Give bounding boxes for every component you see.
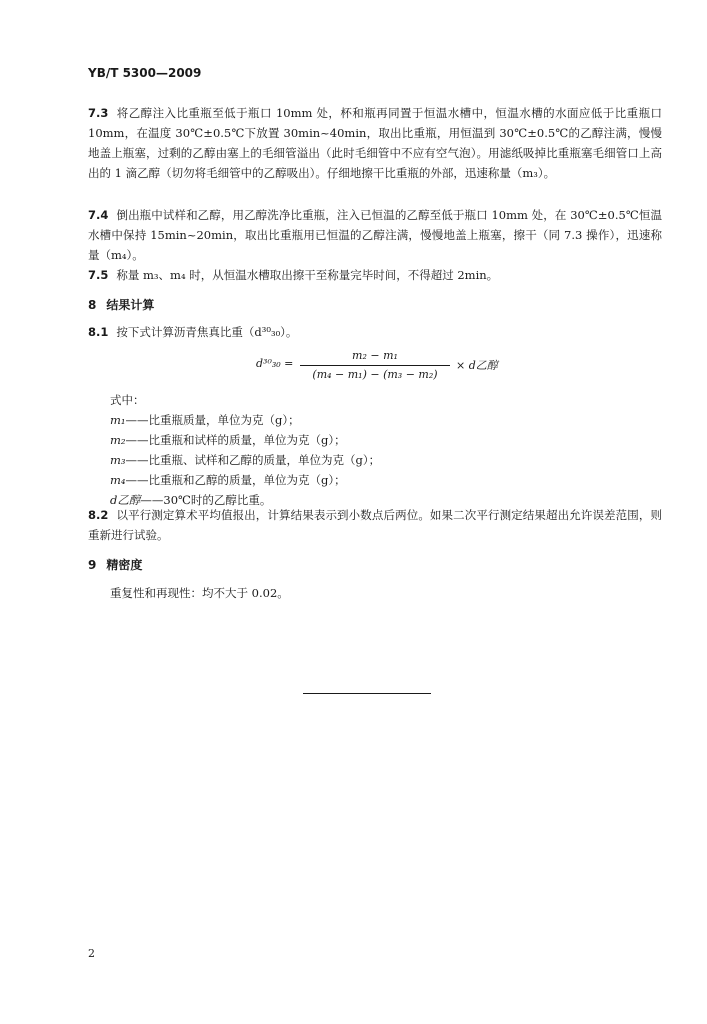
- definition-m3: [110, 450, 380, 470]
- formula-rhs: × d乙醇: [456, 359, 498, 372]
- end-separator-line: [303, 693, 431, 694]
- definition-symbol: m₂: [110, 433, 126, 447]
- clause-text: 按下式计算沥青焦真比重（d³⁰₃₀）。: [116, 325, 298, 339]
- section-title: 结果计算: [106, 298, 155, 312]
- formula-fraction: [300, 348, 450, 383]
- definition-symbol: m₄: [110, 473, 126, 487]
- clause-7-5: [88, 265, 662, 285]
- clause-number: 8.2: [88, 508, 109, 522]
- clause-text: 将乙醇注入比重瓶至低于瓶口 10mm 处，杯和瓶再同置于恒温水槽中，恒温水槽的水面应低于比重瓶口 10mm，在温度 30℃±0.5℃下放置 30min~40min，取出比重瓶，用恒温到 30℃±0.5℃的乙醇注满，慢慢地盖上瓶塞，过剩的乙醇由塞上的毛细管溢出（此时毛细管中不应有空气泡）。用滤纸吸掉比重瓶塞毛细管口上高出的 1 滴乙醇（切勿将毛细管中的乙醇吸出）。仔细地擦干比重瓶的外部，迅速称量（m₃）。: [88, 106, 662, 180]
- clause-7-4: [88, 205, 662, 265]
- definition-symbol: m₃: [110, 453, 126, 467]
- clause-number: 7.5: [88, 268, 109, 282]
- section-title: 精密度: [106, 558, 143, 572]
- definition-m4: [110, 470, 380, 490]
- clause-number: 8.1: [88, 325, 109, 339]
- definition-text: ——比重瓶和乙醇的质量，单位为克（g）；: [125, 473, 346, 487]
- clause-text: 倒出瓶中试样和乙醇，用乙醇洗净比重瓶，注入已恒温的乙醇至低于瓶口 10mm 处，在 30℃±0.5℃恒温水槽中保持 15min~20min，取出比重瓶用已恒温的乙醇注满，慢慢地盖上瓶塞，擦干（同 7.3 操作），迅速称量（m₄）。: [88, 208, 662, 262]
- section-8-heading: [88, 296, 154, 313]
- page-number: 2: [88, 947, 95, 960]
- section-number: 8: [88, 298, 97, 312]
- clause-8-2: [88, 505, 662, 545]
- clause-number: 7.4: [88, 208, 109, 222]
- clause-text: 以平行测定算术平均值报出，计算结果表示到小数点后两位。如果二次平行测定结果超出允许误差范围，则重新进行试验。: [88, 508, 662, 542]
- definition-m1: [110, 410, 380, 430]
- precision-text: 重复性和再现性：均不大于 0.02。: [110, 586, 289, 600]
- definition-text: ——比重瓶和试样的质量，单位为克（g）；: [125, 433, 346, 447]
- definition-m2: [110, 430, 380, 450]
- definition-text: ——比重瓶质量，单位为克（g）；: [125, 413, 300, 427]
- clause-7-3: [88, 103, 662, 183]
- density-formula: [256, 348, 556, 384]
- formula-numerator: m₂ − m₁: [352, 349, 398, 362]
- definition-text: ——比重瓶、试样和乙醇的质量，单位为克（g）；: [125, 453, 381, 467]
- clause-8-1: [88, 322, 662, 342]
- section-number: 9: [88, 558, 97, 572]
- clause-number: 7.3: [88, 106, 109, 120]
- where-label: 式中：: [110, 393, 145, 407]
- definition-text: ——30℃时的乙醇比重。: [140, 493, 272, 507]
- formula-lhs: d³⁰₃₀ =: [256, 357, 294, 370]
- clause-text: 称量 m₃、m₄ 时，从恒温水槽取出擦干至称量完毕时间，不得超过 2min。: [116, 268, 499, 282]
- definition-symbol: d乙醇: [110, 493, 141, 507]
- formula-denominator: (m₄ − m₁) − (m₃ − m₂): [312, 368, 438, 381]
- document-code-header: YB/T 5300—2009: [88, 66, 202, 80]
- definition-symbol: m₁: [110, 413, 126, 427]
- section-9-heading: [88, 556, 142, 573]
- fraction-bar: [300, 365, 450, 366]
- variable-definitions: [110, 390, 380, 510]
